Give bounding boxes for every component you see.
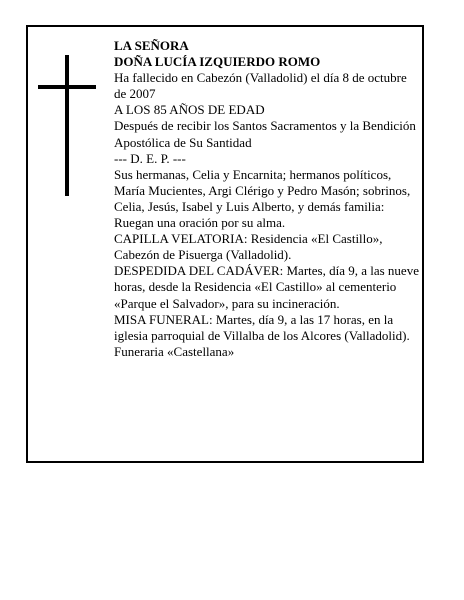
funeral-home-line: Funeraria «Castellana» (114, 343, 235, 359)
cross-horizontal-bar (38, 85, 96, 89)
chapel-line: CAPILLA VELATORIA: Residencia «El Castillo», Cabezón de Pisuerga (Valladolid). (114, 231, 383, 263)
rip-line: --- D. E. P. --- (114, 150, 186, 166)
family-line: Sus hermanas, Celia y Encarnita; hermanos políticos, María Mucientes, Argi Clérigo y Pedro Masón; sobrinos, Celia, Jesús, Isabel y Luis Alberto, y demás familia: (114, 166, 411, 214)
obituary-title: LA SEÑORA (114, 38, 189, 53)
death-announcement: Ha fallecido en Cabezón (Valladolid) el día 8 de octubre de 2007 (114, 70, 407, 102)
cross-vertical-bar (65, 55, 69, 196)
farewell-line: DESPEDIDA DEL CADÁVER: Martes, día 9, a las nueve horas, desde la Residencia «El Castillo» al cementerio «Parque el Salvador», para su incineración. (114, 263, 419, 311)
prayer-line: Ruegan una oración por su alma. (114, 215, 286, 231)
funeral-mass-line: MISA FUNERAL: Martes, día 9, a las 17 horas, en la iglesia parroquial de Villalba de los Alcores (Valladolid). (114, 311, 410, 343)
deceased-name: DOÑA LUCÍA IZQUIERDO ROMO (114, 54, 321, 70)
cross-icon (38, 55, 96, 196)
age-line: A LOS 85 AÑOS DE EDAD (114, 102, 265, 118)
sacraments-line: Después de recibir los Santos Sacramentos y la Bendición Apostólica de Su Santidad (114, 118, 416, 150)
obituary-text (114, 38, 419, 360)
